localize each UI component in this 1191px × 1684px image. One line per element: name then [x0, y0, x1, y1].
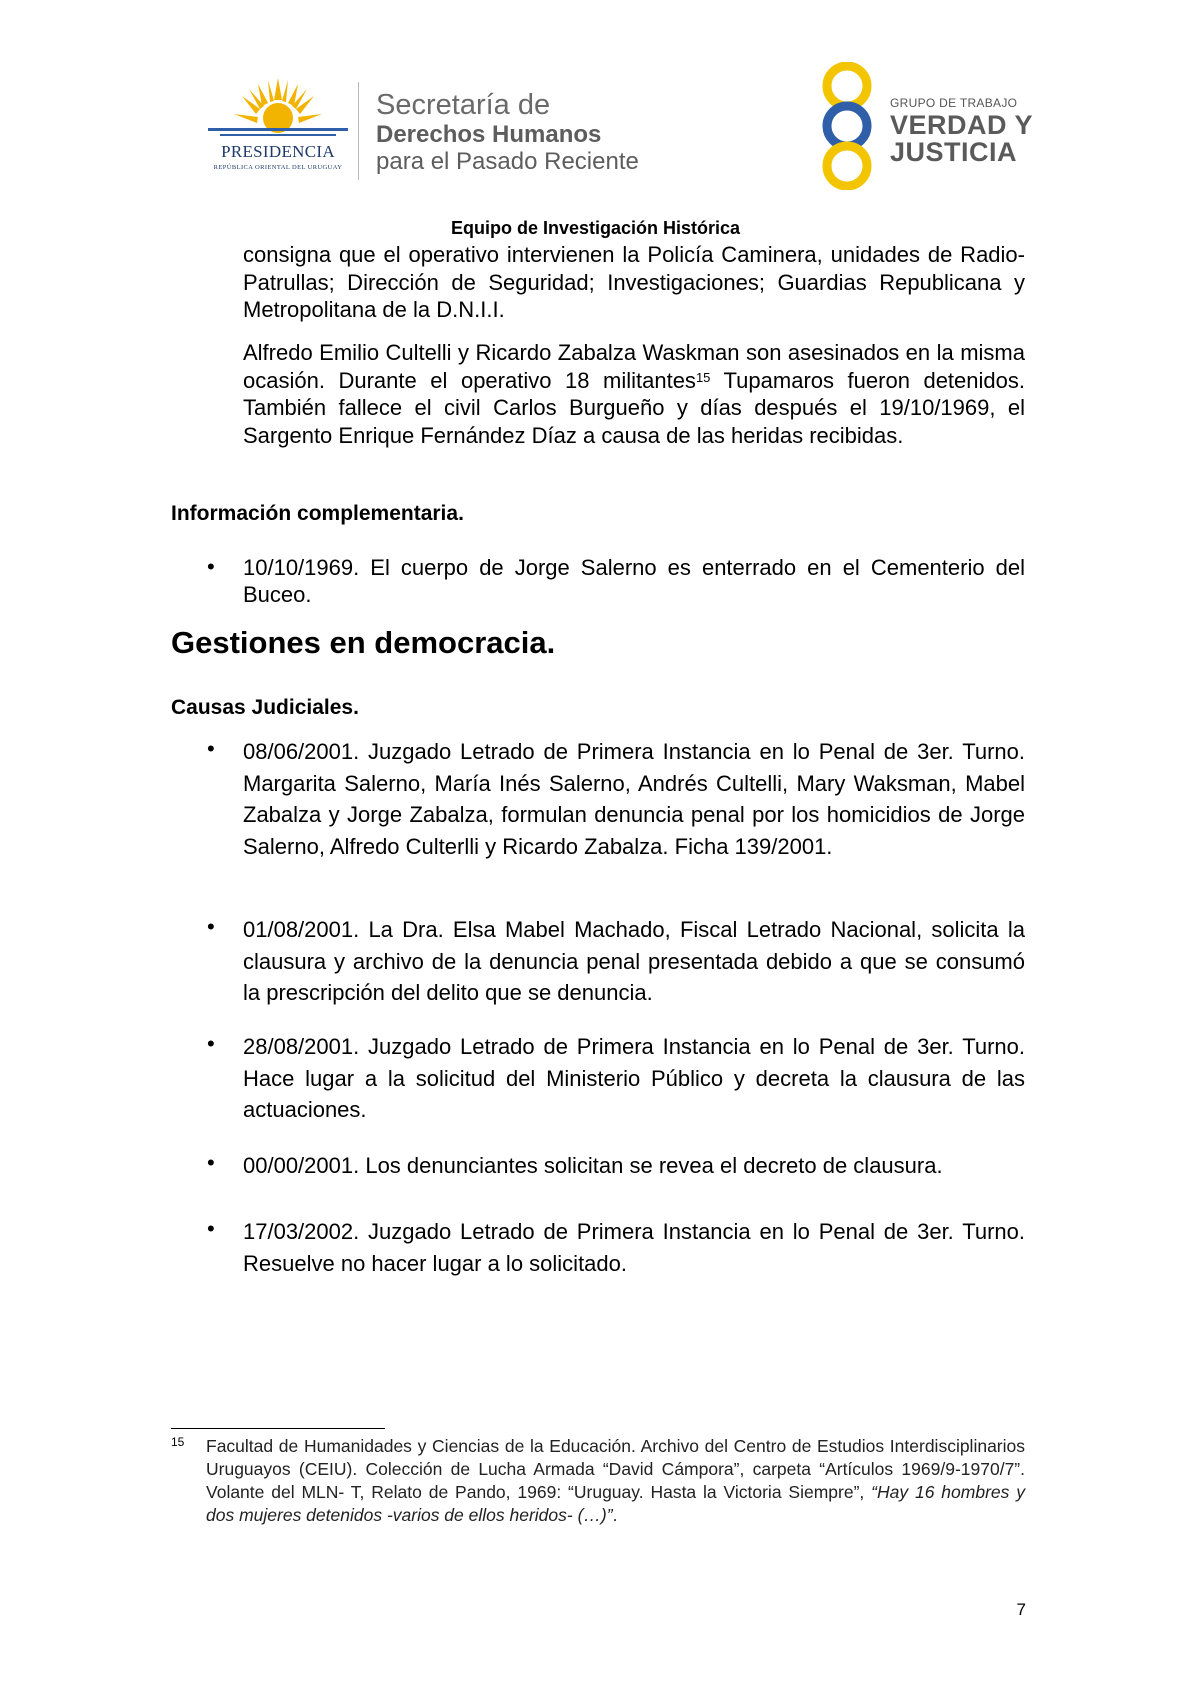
- footnote-number: 15: [171, 1435, 185, 1449]
- bullet-icon: •: [207, 554, 215, 579]
- paragraph-2-text-a: Alfredo Emilio Cultelli y Ricardo Zabalza Waskman son asesinados en la misma ocasión. Durante el operativo 18 militantes: [243, 340, 1025, 393]
- secretaria-line-1: Secretaría de: [376, 89, 551, 121]
- list-item-text: 00/00/2001. Los denunciantes solicitan se revea el decreto de clausura.: [243, 1153, 943, 1178]
- sun-icon: [198, 78, 358, 140]
- header-divider: [358, 82, 359, 180]
- list-item-text: 17/03/2002. Juzgado Letrado de Primera Instancia en lo Penal de 3er. Turno. Resuelve no hacer lugar a lo solicitado.: [243, 1219, 1025, 1276]
- grupo-trabajo-logo: [812, 62, 1042, 190]
- list-item-text: 10/10/1969. El cuerpo de Jorge Salerno es enterrado en el Cementerio del Buceo.: [243, 555, 1025, 607]
- secretaria-line-2: Derechos Humanos: [376, 121, 602, 148]
- justicia-label: JUSTICIA: [890, 137, 1018, 167]
- footnote-text: [206, 1435, 1025, 1527]
- page-header: [0, 0, 1191, 240]
- list-item-text: 08/06/2001. Juzgado Letrado de Primera Instancia en lo Penal de 3er. Turno. Margarita Salerno, María Inés Salerno, Andrés Cultelli, Mary Waksman, Mabel Zabalza y Jorge Zabalza, formulan denuncia penal por los homicidios de Jorge Salerno, Alfredo Culterlli y Ricardo Zabalza. Ficha 139/2001.: [243, 739, 1025, 859]
- bullet-icon: •: [207, 1031, 215, 1056]
- list-item-text: 01/08/2001. La Dra. Elsa Mabel Machado, Fiscal Letrado Nacional, solicita la clausura y archivo de la denuncia penal presentada debido a que se consumó la prescripción del delito que se denuncia.: [243, 917, 1025, 1005]
- list-item-text: 28/08/2001. Juzgado Letrado de Primera Instancia en lo Penal de 3er. Turno. Hace lugar a la solicitud del Ministerio Público y decreta la clausura de las actuaciones.: [243, 1034, 1025, 1122]
- bullet-icon: •: [207, 1150, 215, 1175]
- paragraph-1: consigna que el operativo intervienen la Policía Caminera, unidades de Radio-Patrullas; Dirección de Seguridad; Investigaciones; Guardias Republicana y Metropolitana de la D.N.I.I.: [243, 242, 1025, 322]
- info-heading: Información complementaria.: [171, 502, 464, 525]
- secretaria-line-3: para el Pasado Reciente: [376, 148, 639, 175]
- section-heading: Gestiones en democracia.: [171, 625, 556, 660]
- footnote-end: .: [612, 1505, 618, 1525]
- bullet-icon: •: [207, 736, 215, 761]
- team-title: Equipo de Investigación Histórica: [450, 218, 741, 238]
- presidencia-subtitle: REPÚBLICA ORIENTAL DEL URUGUAY: [213, 164, 343, 171]
- causas-heading: Causas Judiciales.: [171, 696, 359, 719]
- grupo-trabajo-label: GRUPO DE TRABAJO: [890, 96, 1018, 110]
- chain-rings-icon: [812, 62, 882, 190]
- footnote-ref[interactable]: 15: [695, 369, 711, 385]
- page-number: 7: [1016, 1600, 1026, 1619]
- footnote-quote: “Hay 16 hombres y dos mujeres detenidos -varios de ellos heridos- (…)”: [206, 1482, 1026, 1525]
- verdad-label: VERDAD Y: [890, 110, 1034, 140]
- footnote-divider: [171, 1428, 385, 1429]
- presidencia-logo: [198, 78, 358, 178]
- footnote-body: Facultad de Humanidades y Ciencias de la Educación. Archivo del Centro de Estudios Interdisciplinarios Uruguayos (CEIU). Colección de Lucha Armada “David Cámpora”, carpeta “Artículos 1969/9-1970/7”. Volante del MLN- T, Relato de Pando, 1969: “Uruguay. Hasta la Victoria Siempre”,: [206, 1436, 1025, 1502]
- bullet-icon: •: [207, 914, 215, 939]
- presidencia-name: PRESIDENCIA: [221, 142, 335, 161]
- paragraph-2-text-b: Tupamaros fueron detenidos. También fallece el civil Carlos Burgueño y días después el 19/10/1969, el Sargento Enrique Fernández Díaz a causa de las heridas recibidas.: [243, 367, 1025, 448]
- paragraph-2: [243, 339, 1025, 449]
- secretaria-logo-text: [376, 90, 639, 175]
- bullet-icon: •: [207, 1216, 215, 1241]
